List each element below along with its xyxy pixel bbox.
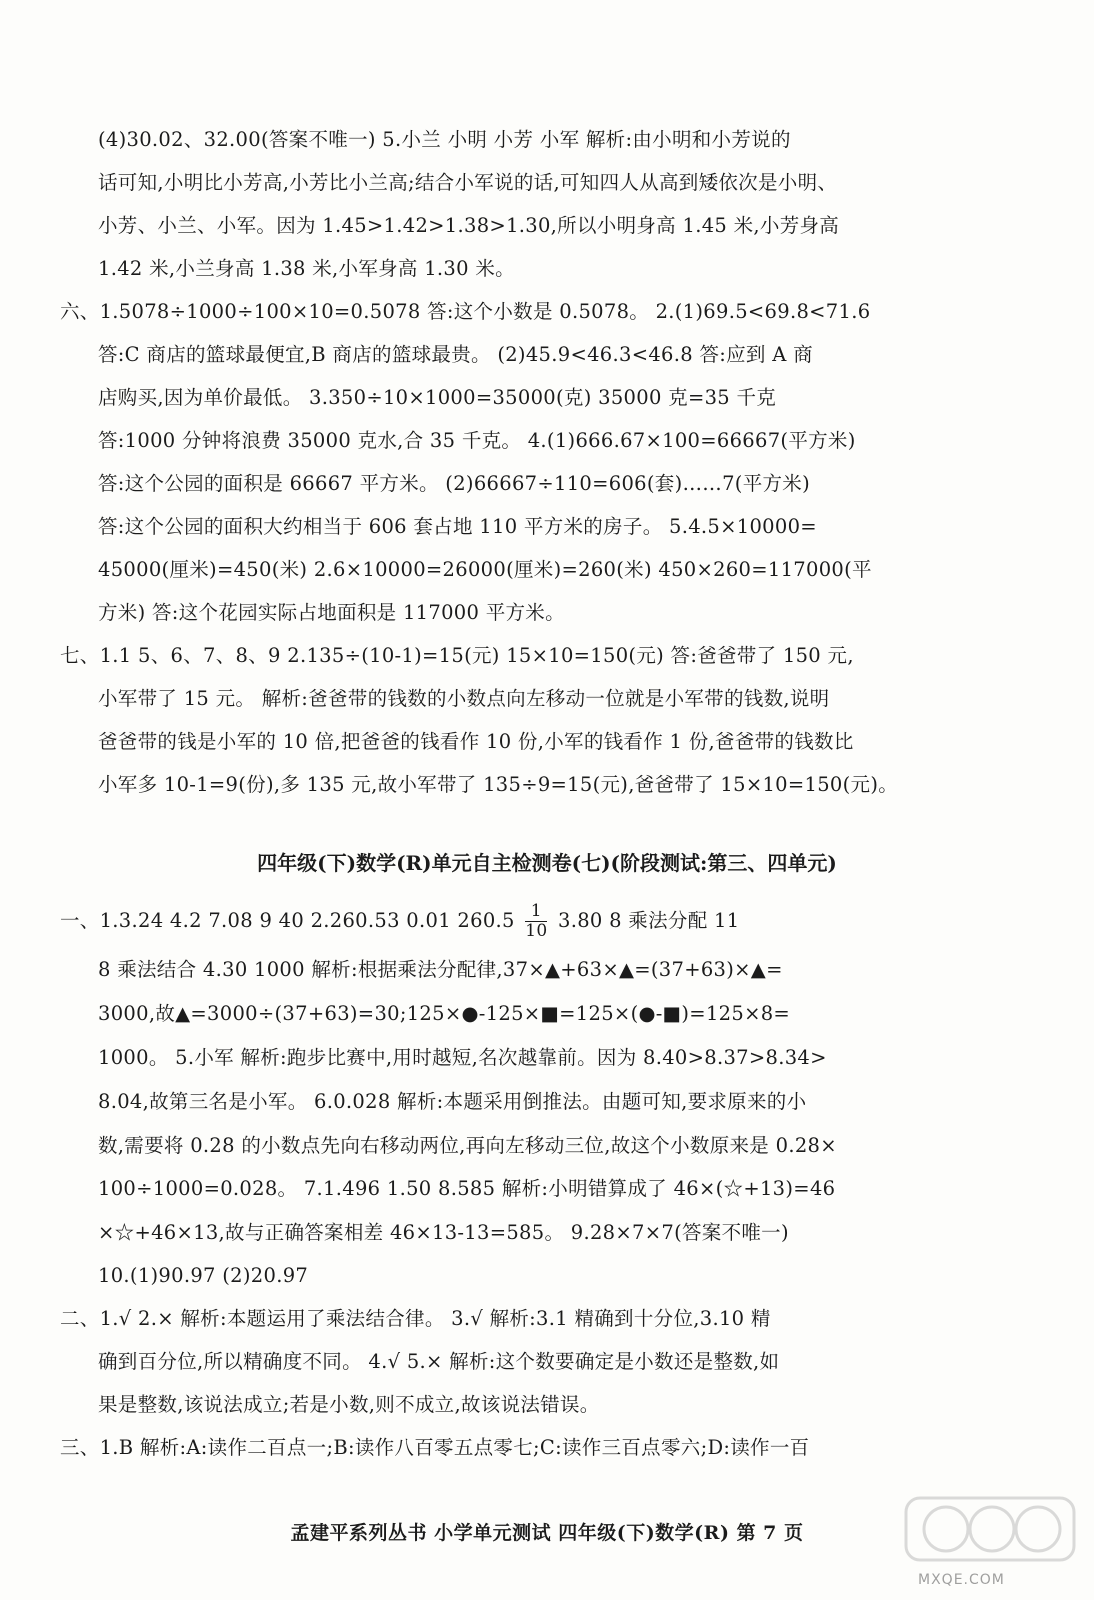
text-line: 爸爸带的钱是小军的 10 倍,把爸爸的钱看作 10 份,小军的钱看作 1 份,爸爸带的钱数比 xyxy=(98,730,854,753)
text-line: 小芳、小兰、小军。因为 1.45>1.42>1.38>1.30,所以小明身高 1.45 米,小芳身高 xyxy=(98,214,840,237)
text-line: 确到百分位,所以精确度不同。 4.√ 5.× 解析:这个数要确定是小数还是整数,如 xyxy=(98,1350,780,1373)
fraction-denominator: 10 xyxy=(525,921,548,941)
text-line: 8 乘法结合 4.30 1000 解析:根据乘法分配律,37×▲+63×▲=(37+63)×▲= xyxy=(98,958,783,981)
text-line: 1000。 5.小军 解析:跑步比赛中,用时越短,名次越靠前。因为 8.40>8.37>8.34> xyxy=(98,1046,827,1069)
text-line: 三、1.B 解析:A:读作二百点一;B:读作八百零五点零七;C:读作三百点零六;D:读作一百 xyxy=(60,1436,810,1459)
page-footer: 孟建平系列丛书 小学单元测试 四年级(下)数学(R) 第 7 页 xyxy=(290,1522,804,1544)
text-line: 果是整数,该说法成立;若是小数,则不成立,故该说法错误。 xyxy=(98,1393,600,1416)
text-line: 数,需要将 0.28 的小数点先向右移动两位,再向左移动三位,故这个小数原来是 0.28× xyxy=(98,1134,837,1157)
text-line: 8.04,故第三名是小军。 6.0.028 解析:本题采用倒推法。由题可知,要求原来的小 xyxy=(98,1090,807,1113)
text-line: 方米) 答:这个花园实际占地面积是 117000 平方米。 xyxy=(98,601,565,624)
text-line: 七、1.1 5、6、7、8、9 2.135÷(10-1)=15(元) 15×10=150(元) 答:爸爸带了 150 元, xyxy=(60,644,854,667)
fraction-numerator: 1 xyxy=(525,902,547,922)
text-segment: 一、1.3.24 4.2 7.08 9 40 2.260.53 0.01 260.5 xyxy=(60,909,515,932)
watermark-text: MXQE.COM xyxy=(918,1572,1005,1588)
section-heading: 四年级(下)数学(R)单元自主检测卷(七)(阶段测试:第三、四单元) xyxy=(257,851,837,875)
text-line: 答:这个公园的面积是 66667 平方米。 (2)66667÷110=606(套)……7(平方米) xyxy=(98,472,811,495)
text-line: 1.42 米,小兰身高 1.38 米,小军身高 1.30 米。 xyxy=(98,257,515,280)
text-line-with-fraction xyxy=(60,902,739,941)
text-line: 答:1000 分钟将浪费 35000 克水,合 35 千克。 4.(1)666.67×100=66667(平方米) xyxy=(98,429,856,452)
text-line: 店购买,因为单价最低。 3.350÷10×1000=35000(克) 35000 克=35 千克 xyxy=(98,386,777,409)
text-line: 10.(1)90.97 (2)20.97 xyxy=(98,1264,309,1287)
text-line: 二、1.√ 2.× 解析:本题运用了乘法结合律。 3.√ 解析:3.1 精确到十分位,3.10 精 xyxy=(60,1307,771,1330)
fraction xyxy=(525,902,547,941)
text-line: 答:C 商店的篮球最便宜,B 商店的篮球最贵。 (2)45.9<46.3<46.8 答:应到 A 商 xyxy=(98,343,813,366)
text-line: 45000(厘米)=450(米) 2.6×10000=26000(厘米)=260(米) 450×260=117000(平 xyxy=(98,558,872,581)
text-line: 100÷1000=0.028。 7.1.496 1.50 8.585 解析:小明错算成了 46×(☆+13)=46 xyxy=(98,1177,836,1200)
text-line: 话可知,小明比小芳高,小芳比小兰高;结合小军说的话,可知四人从高到矮依次是小明、 xyxy=(98,171,838,194)
text-line: ×☆+46×13,故与正确答案相差 46×13-13=585。 9.28×7×7(答案不唯一) xyxy=(98,1221,789,1244)
text-line: 3000,故▲=3000÷(37+63)=30;125×●-125×■=125×(●-■)=125×8= xyxy=(98,1002,791,1025)
text-line: (4)30.02、32.00(答案不唯一) 5.小兰 小明 小芳 小军 解析:由小明和小芳说的 xyxy=(98,128,791,151)
text-line: 小军多 10-1=9(份),多 135 元,故小军带了 135÷9=15(元),爸爸带了 15×10=150(元)。 xyxy=(98,773,899,796)
text-line: 答:这个公园的面积大约相当于 606 套占地 110 平方米的房子。 5.4.5×10000= xyxy=(98,515,817,538)
text-segment: 3.80 8 乘法分配 11 xyxy=(557,909,740,932)
text-line: 六、1.5078÷1000÷100×10=0.5078 答:这个小数是 0.5078。 2.(1)69.5<69.8<71.6 xyxy=(60,300,871,323)
text-line: 小军带了 15 元。 解析:爸爸带的钱数的小数点向左移动一位就是小军带的钱数,说明 xyxy=(98,687,830,710)
